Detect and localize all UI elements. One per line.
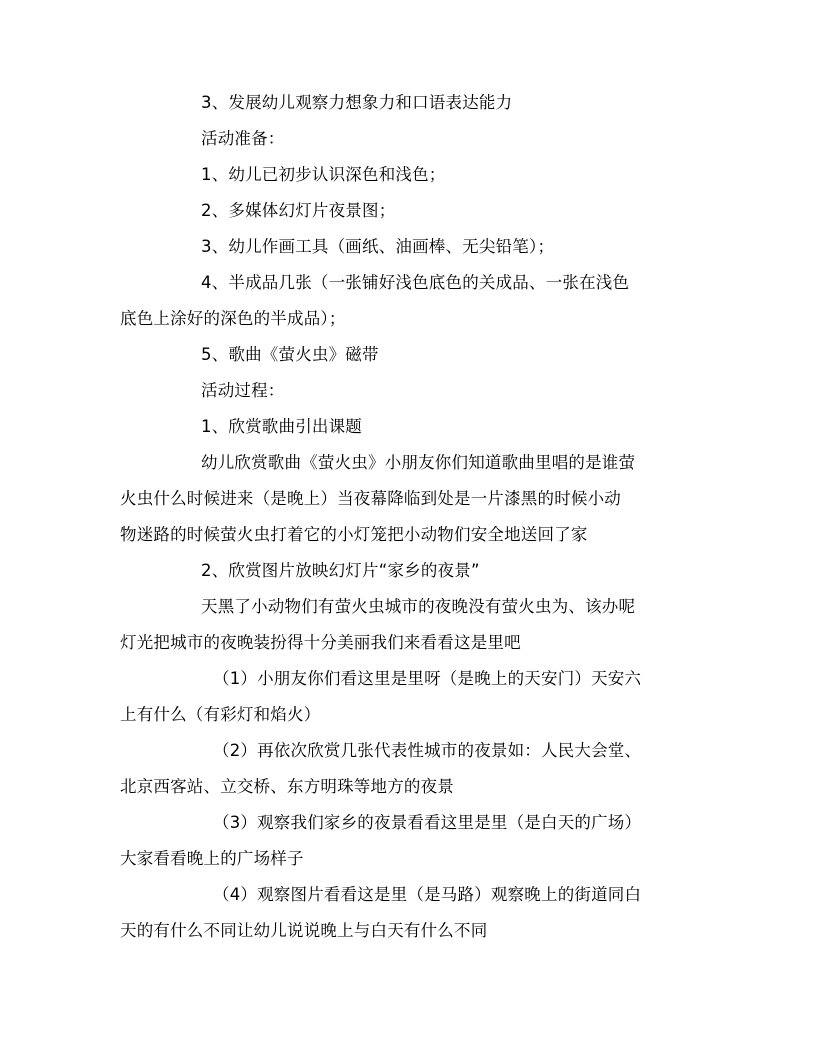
sub-step-1-cont: 上有什么（有彩灯和焰火）: [120, 705, 321, 724]
goal-line-3: 3、发展幼儿观察力想象力和口语表达能力: [201, 93, 513, 112]
preparation-item-4-cont: 底色上涂好的深色的半成品）；: [120, 309, 346, 328]
sub-step-2: （2）再依次欣赏几张代表性城市的夜景如：人民大会堂、: [213, 741, 642, 760]
paragraph-line: 灯光把城市的夜晚装扮得十分美丽我们来看看这是里吧: [120, 633, 521, 652]
preparation-item-5: 5、歌曲《萤火虫》磁带: [201, 345, 379, 364]
process-step-1: 1、欣赏歌曲引出课题: [201, 417, 362, 436]
preparation-item-4: 4、半成品几张（一张铺好浅色底色的关成品、一张在浅色: [201, 273, 630, 292]
sub-step-2-cont: 北京西客站、立交桥、东方明珠等地方的夜景: [120, 777, 454, 796]
paragraph-line: 天黑了小动物们有萤火虫城市的夜晚没有萤火虫为、该办呢: [201, 597, 636, 616]
preparation-item-3: 3、幼儿作画工具（画纸、油画棒、无尖铅笔）；: [201, 237, 555, 256]
sub-step-1: （1）小朋友你们看这里是里呀（是晚上的天安门）天安六: [213, 669, 642, 688]
process-heading: 活动过程：: [201, 381, 285, 400]
paragraph-line: 火虫什么时候进来（是晚上）当夜幕降临到处是一片漆黑的时候小动: [120, 489, 621, 508]
sub-step-4-cont: 天的有什么不同让幼儿说说晚上与白天有什么不同: [120, 921, 488, 940]
sub-step-3: （3）观察我们家乡的夜景看看这里是里（是白天的广场）: [213, 813, 642, 832]
sub-step-3-cont: 大家看看晚上的广场样子: [120, 849, 304, 868]
preparation-heading: 活动准备：: [201, 129, 285, 148]
process-step-2: 2、欣赏图片放映幻灯片“家乡的夜景”: [201, 561, 480, 580]
sub-step-4: （4）观察图片看看这是里（是马路）观察晚上的街道同白: [213, 885, 642, 904]
preparation-item-2: 2、多媒体幻灯片夜景图；: [201, 201, 396, 220]
preparation-item-1: 1、幼儿已初步认识深色和浅色；: [201, 165, 446, 184]
paragraph-line: 幼儿欣赏歌曲《萤火虫》小朋友你们知道歌曲里唱的是谁萤: [201, 453, 636, 472]
paragraph-line: 物迷路的时候萤火虫打着它的小灯笼把小动物们安全地送回了家: [120, 525, 588, 544]
